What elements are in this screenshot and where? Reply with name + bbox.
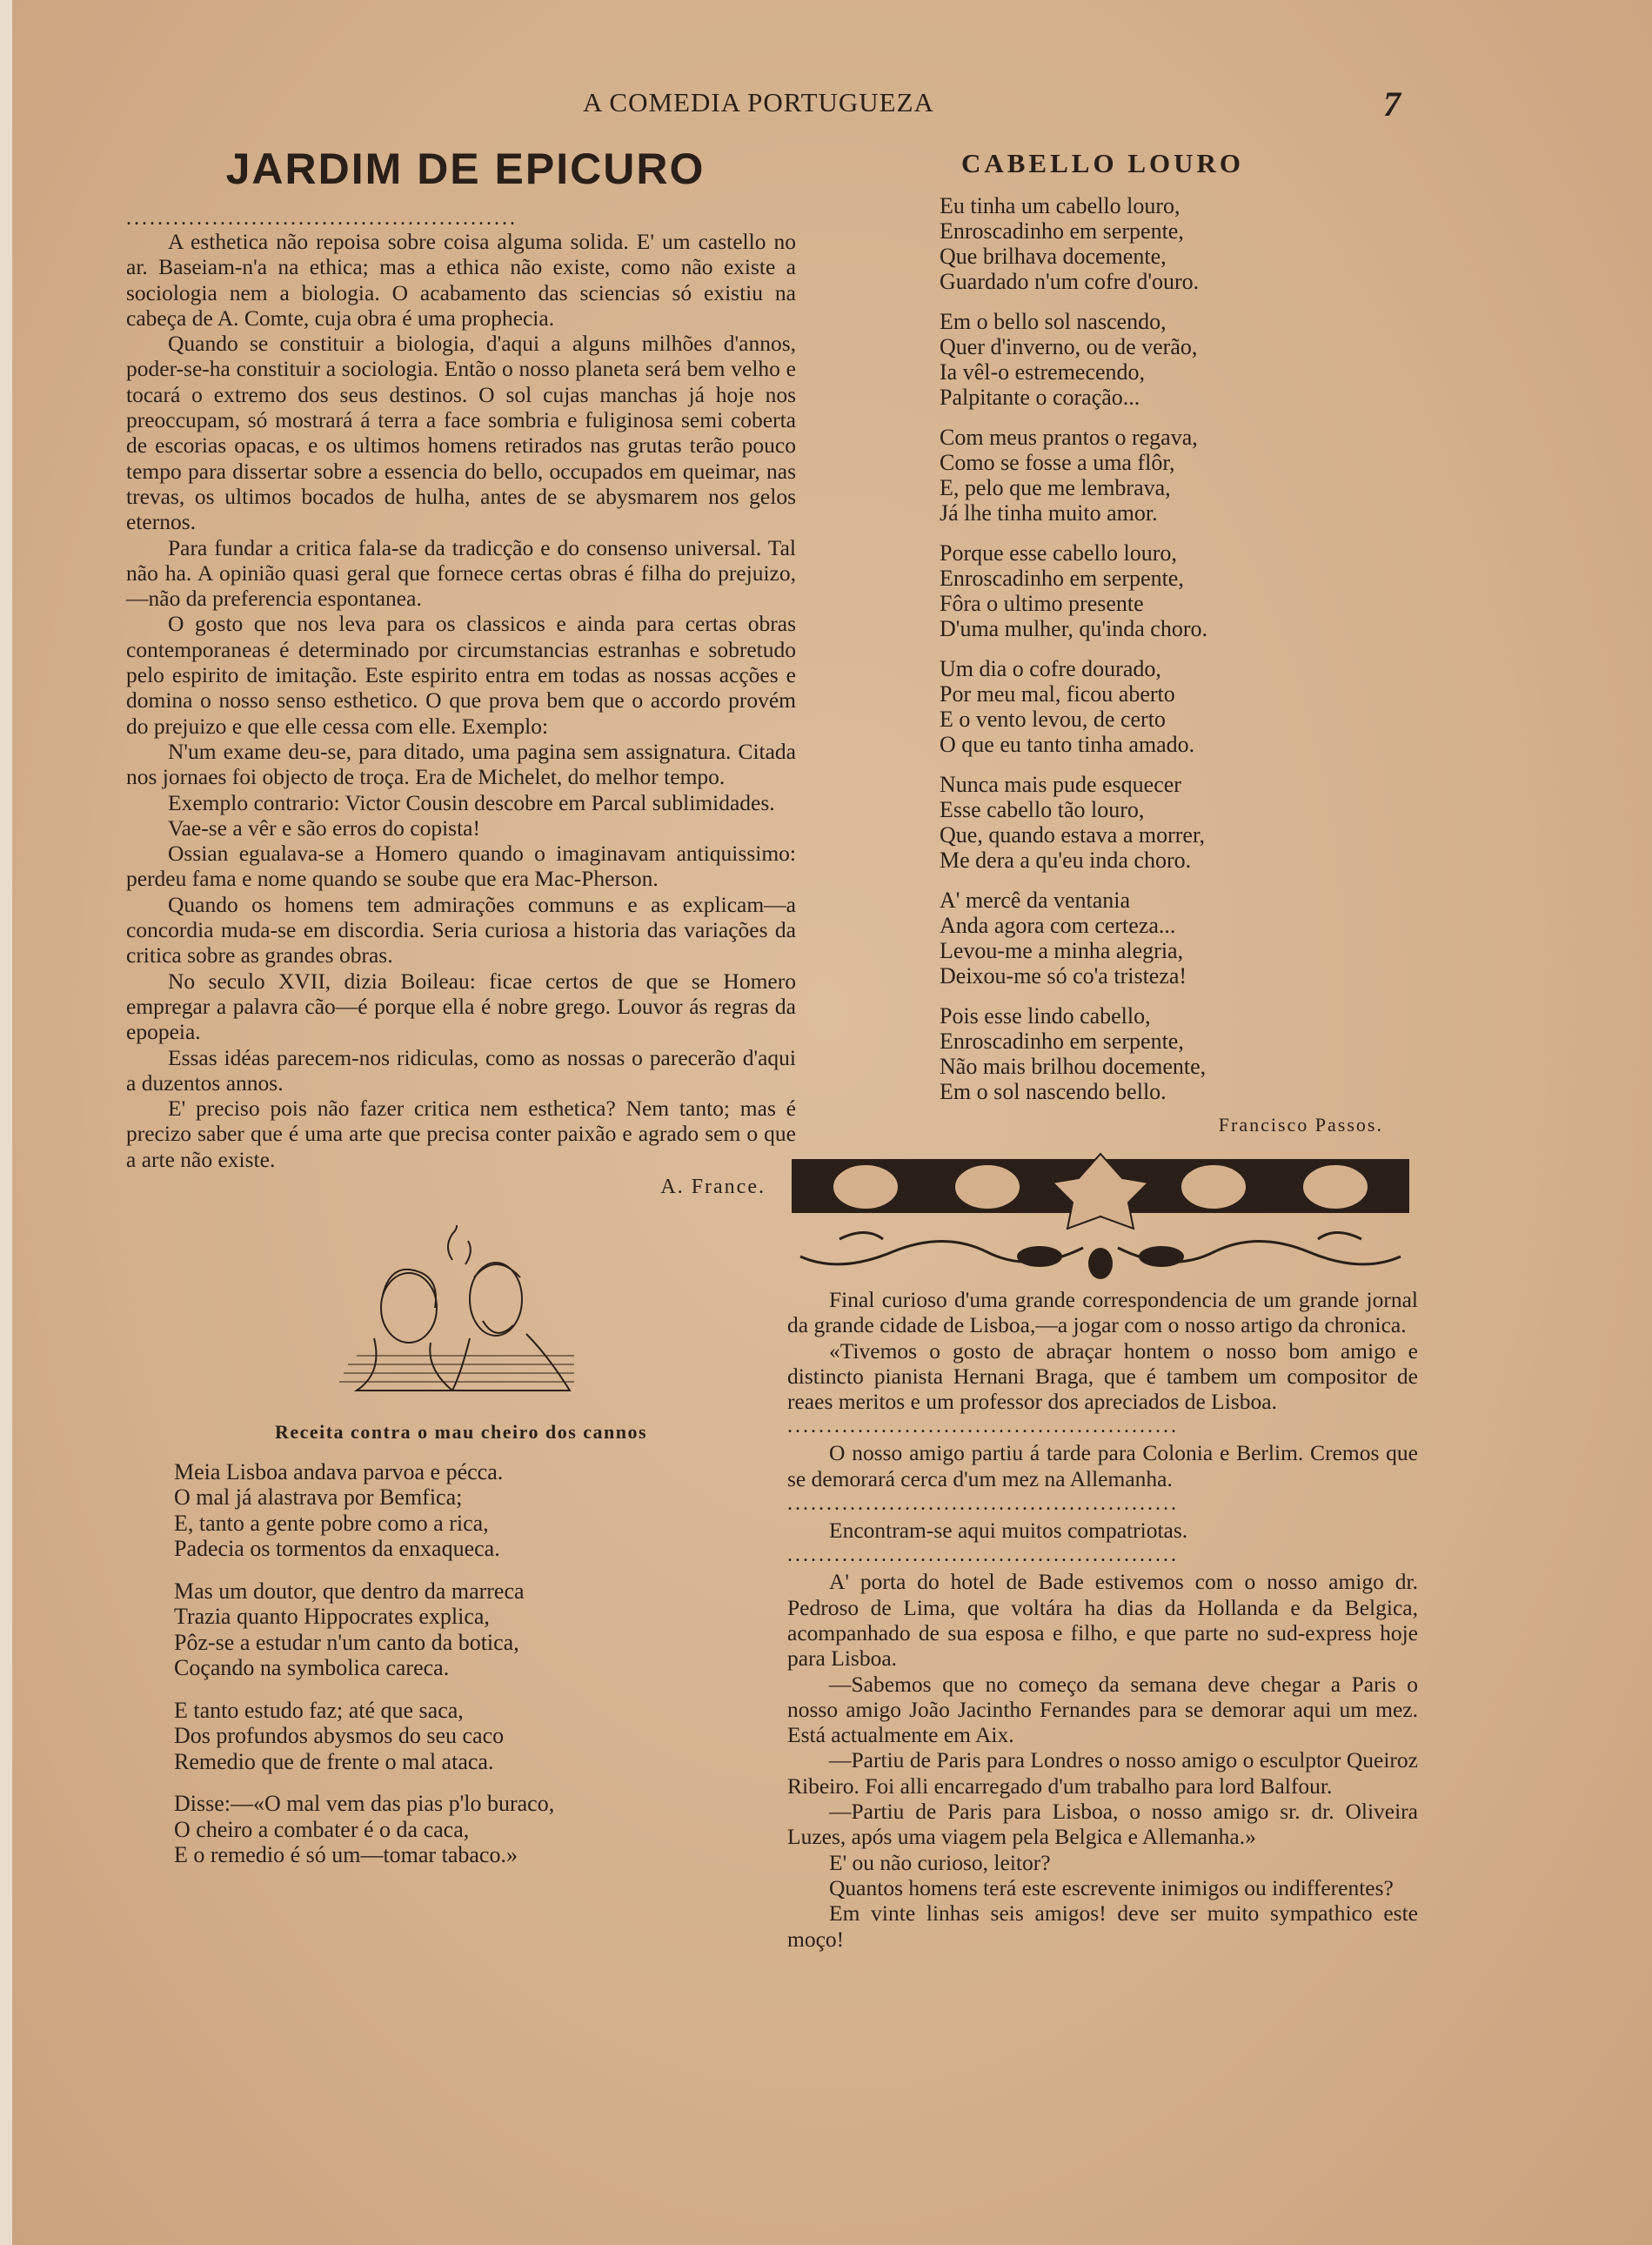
paragraph: Vae-se a vêr e são erros do copista!: [168, 814, 480, 841]
paragraph: «Tivemos o gosto de abraçar hontem o nosso bom amigo e distincto pianista Hernani Braga, que é tambem um compositor de reaes meritos e um professor dos apreciados de Lisboa.: [787, 1337, 1418, 1415]
poem-stanza: [174, 1459, 796, 1562]
poem-stanza: [940, 193, 1418, 294]
poem-line: Meia Lisboa andava parvoa e pécca.: [174, 1458, 504, 1484]
poem-line: Enroscadinho em serpente,: [940, 566, 1184, 591]
article-title-jardim: JARDIM DE EPICURO: [225, 144, 706, 193]
poem-stanza: [940, 1003, 1418, 1104]
poem-line: Um dia o cofre dourado,: [940, 656, 1161, 681]
poem-line: Que, quando estava a morrer,: [940, 822, 1206, 848]
poem-line: Enroscadinho em serpente,: [940, 1029, 1184, 1054]
poem-line: Ia vêl-o estremecendo,: [940, 359, 1146, 385]
paragraph: Final curioso d'uma grande correspondencia de um grande jornal da grande cidade de Lisboa,—a jogar com o nosso artigo da chronica.: [787, 1287, 1418, 1338]
poem-line: E o remedio é só um—tomar tabaco.»: [174, 1842, 518, 1868]
poem-stanza: [940, 540, 1418, 641]
poem-line: Padecia os tormentos da enxaqueca.: [174, 1536, 500, 1562]
paragraph: O nosso amigo partiu á tarde para Colonia e Berlim. Cremos que se demorará cerca d'um mez na Allemanha.: [787, 1440, 1418, 1491]
paragraph: Quantos homens terá este escrevente inimigos ou indifferentes?: [829, 1874, 1394, 1900]
poem-stanza: [940, 425, 1418, 526]
left-column: [126, 144, 796, 1885]
poem-line: Como se fosse a uma flôr,: [940, 450, 1175, 475]
poem-line: E, tanto a gente pobre como a rica,: [174, 1510, 489, 1536]
page-number: 7: [1383, 84, 1401, 124]
poem-line: Dos profundos abysmos do seu caco: [174, 1723, 505, 1749]
poem-line: D'uma mulher, qu'inda choro.: [940, 616, 1207, 641]
paragraph: —Sabemos que no começo da semana deve chegar a Paris o nosso amigo João Jacintho Fernandes para se demorar aqui um mez. Está actualmente em Aix.: [787, 1671, 1418, 1748]
cartoon-illustration: [322, 1225, 583, 1399]
paragraph: N'um exame deu-se, para ditado, uma pagina sem assignatura. Citada nos jornaes foi objecto de troça. Era de Michelet, do melhor tempo.: [126, 738, 796, 790]
poem-line: Porque esse cabello louro,: [940, 540, 1177, 566]
paragraph: Encontram-se aqui muitos compatriotas.: [829, 1518, 1188, 1544]
poem-line: A' mercê da ventania: [940, 888, 1131, 913]
poem-line: E o vento levou, de certo: [940, 707, 1166, 732]
author-signature: A. France.: [660, 1175, 766, 1198]
poem-line: Quer d'inverno, ou de verão,: [940, 334, 1198, 359]
poem-line: Em o bello sol nascendo,: [940, 309, 1167, 334]
poem-line: Pôz-se a estudar n'um canto da botica,: [174, 1629, 519, 1655]
paragraph: E' ou não curioso, leitor?: [829, 1849, 1051, 1875]
paragraph: Quando se constituir a biologia, d'aqui a alguns milhões d'annos, poder-se-ha constituir a sociologia. Então o nosso planeta será bem velho e tocará o extremo dos seus destinos. O sol cujas manchas já hoje nos preoccupam, só mostrará á terra a face sombria e fuliginosa semi coberta de escorias opacas, e os ultimos homens retirados nas grutas terão pouco tempo para dissertar sobre a essencia do bello, occupados em queimar, nas trevas, os ultimos bocados de hulha, antes de se abysmarem nos gelos eternos.: [126, 331, 796, 535]
poem-line: Coçando na symbolica careca.: [174, 1655, 450, 1681]
poem-line: Eu tinha um cabello louro,: [940, 193, 1180, 218]
poem-stanza: [174, 1698, 796, 1775]
paragraph: Quando os homens tem admirações communs e as explicam—a concordia muda-se em discordia. Seria curiosa a historia das variações da critica sobre as grandes obras.: [126, 891, 796, 968]
poem-line: Pois esse lindo cabello,: [940, 1003, 1151, 1029]
poem-line: Enroscadinho em serpente,: [940, 218, 1184, 244]
poem-line: Em o sol nascendo bello.: [940, 1079, 1167, 1104]
poem-line: Nunca mais pude esquecer: [940, 772, 1181, 797]
poem-line: Levou-me a minha alegria,: [940, 938, 1184, 963]
right-column: [787, 148, 1418, 1952]
final-curioso-section: [787, 1287, 1418, 1952]
poem-line: Trazia quanto Hippocrates explica,: [174, 1604, 490, 1630]
dotted-separator: ..................................................: [787, 1546, 1179, 1566]
paragraph: No seculo XVII, dizia Boileau: ficae certos de que se Homero empregar a palavra cão—é porque ella é nobre grego. Louvor ás regras da epopeia.: [126, 968, 796, 1045]
poem-line: O mal já alastrava por Bemfica;: [174, 1484, 463, 1511]
poem-line: Me dera a qu'eu inda choro.: [940, 848, 1192, 873]
paragraph: Para fundar a critica fala-se da tradicção e do consenso universal. Tal não ha. A opinião quasi geral que fornece certas obras é filha do prejuizo,—não da preferencia espontanea.: [126, 534, 796, 612]
poem-line: Não mais brilhou docemente,: [940, 1054, 1207, 1079]
poem-signature: Francisco Passos.: [1218, 1114, 1383, 1136]
dotted-separator: ..................................................: [126, 210, 518, 229]
poem-stanza: [940, 309, 1418, 410]
poem-stanza: [940, 888, 1418, 988]
poem-line: Remedio que de frente o mal ataca.: [174, 1748, 494, 1774]
poem-line: Com meus prantos o regava,: [940, 425, 1198, 450]
floral-ornament: [787, 1152, 1414, 1283]
paragraph: Ossian egualava-se a Homero quando o imaginavam antiquissimo: perdeu fama e nome quando se soube que era Mac-Pherson.: [126, 841, 796, 892]
poem-line: Esse cabello tão louro,: [940, 797, 1145, 822]
poem-stanza: [940, 656, 1418, 757]
publication-title: A COMEDIA PORTUGUEZA: [583, 87, 934, 117]
poem-line: Já lhe tinha muito amor.: [940, 500, 1158, 526]
poem-line: Palpitante o coração...: [940, 385, 1140, 410]
poem-stanza: [174, 1791, 796, 1868]
paragraph: Essas idéas parecem-nos ridiculas, como as nossas o parecerão d'aqui a duzentos annos.: [126, 1044, 796, 1096]
page-edge: [0, 0, 12, 2245]
poem-line: E tanto estudo faz; até que saca,: [174, 1697, 464, 1723]
paragraph: Exemplo contrario: Victor Cousin descobre em Parcal sublimidades.: [168, 789, 775, 815]
paragraph: —Partiu de Paris para Lisboa, o nosso amigo sr. dr. Oliveira Luzes, após uma viagem pela Belgica e Allemanha.»: [787, 1799, 1418, 1850]
poem-line: Disse:—«O mal vem das pias p'lo buraco,: [174, 1791, 555, 1817]
paragraph: A esthetica não repoisa sobre coisa alguma solida. E' um castello no ar. Baseiam-n'a na ethica; mas a ethica não existe, como não existe a sociologia nem a biologia. O acabamento das sciencias só existiu na cabeça de A. Comte, cuja obra é uma prophecia.: [126, 229, 796, 331]
paragraph: O gosto que nos leva para os classicos e ainda para certas obras contemporaneas é determinado por circumstancias estranhas e sobretudo pelo espirito de imitação. Este espirito entra em todas as nossas acções e domina o nosso senso esthetico. O que prova bem que o accordo provém do prejuizo e que elle cessa com elle. Exemplo:: [126, 611, 796, 739]
page-header: [0, 84, 1652, 131]
poem-line: Mas um doutor, que dentro da marreca: [174, 1578, 525, 1604]
dotted-separator: ..................................................: [787, 1417, 1179, 1437]
paragraph: A' porta do hotel de Bade estivemos com o nosso amigo dr. Pedroso de Lima, que voltára ha dias da Hollanda e da Belgica, acompanhado de sua esposa e filho, e que parte no sud-express hoje para Lisboa.: [787, 1569, 1418, 1672]
poem-stanza: [174, 1578, 796, 1681]
poem-title-receita: Receita contra o mau cheiro dos cannos: [274, 1420, 648, 1443]
poem-line: Fôra o ultimo presente: [940, 591, 1144, 616]
poem-line: Anda agora com certeza...: [940, 913, 1176, 938]
dotted-separator: ..................................................: [787, 1495, 1179, 1515]
poem-line: O que eu tanto tinha amado.: [940, 732, 1195, 757]
poem-title-cabello: CABELLO LOURO: [960, 148, 1245, 178]
poem-line: Deixou-me só co'a tristeza!: [940, 963, 1187, 988]
article-body-jardim: [126, 229, 796, 1172]
poem-stanza: [940, 772, 1418, 873]
poem-line: Por meu mal, ficou aberto: [940, 681, 1175, 707]
paragraph: E' preciso pois não fazer critica nem esthetica? Nem tanto; mas é precizo saber que é uma arte que precisa conter paixão e agrado sem o que a arte não existe.: [126, 1096, 796, 1172]
poem-line: E, pelo que me lembrava,: [940, 475, 1171, 500]
paragraph: —Partiu de Paris para Londres o nosso amigo o esculptor Queiroz Ribeiro. Foi alli encarregado d'um trabalho para lord Balfour.: [787, 1747, 1418, 1799]
poem-line: O cheiro a combater é o da caca,: [174, 1816, 470, 1842]
poem-line: Guardado n'um cofre d'ouro.: [940, 269, 1200, 294]
paragraph: Em vinte linhas seis amigos! deve ser muito sympathico este moço!: [787, 1900, 1418, 1952]
poem-line: Que brilhava docemente,: [940, 244, 1167, 269]
